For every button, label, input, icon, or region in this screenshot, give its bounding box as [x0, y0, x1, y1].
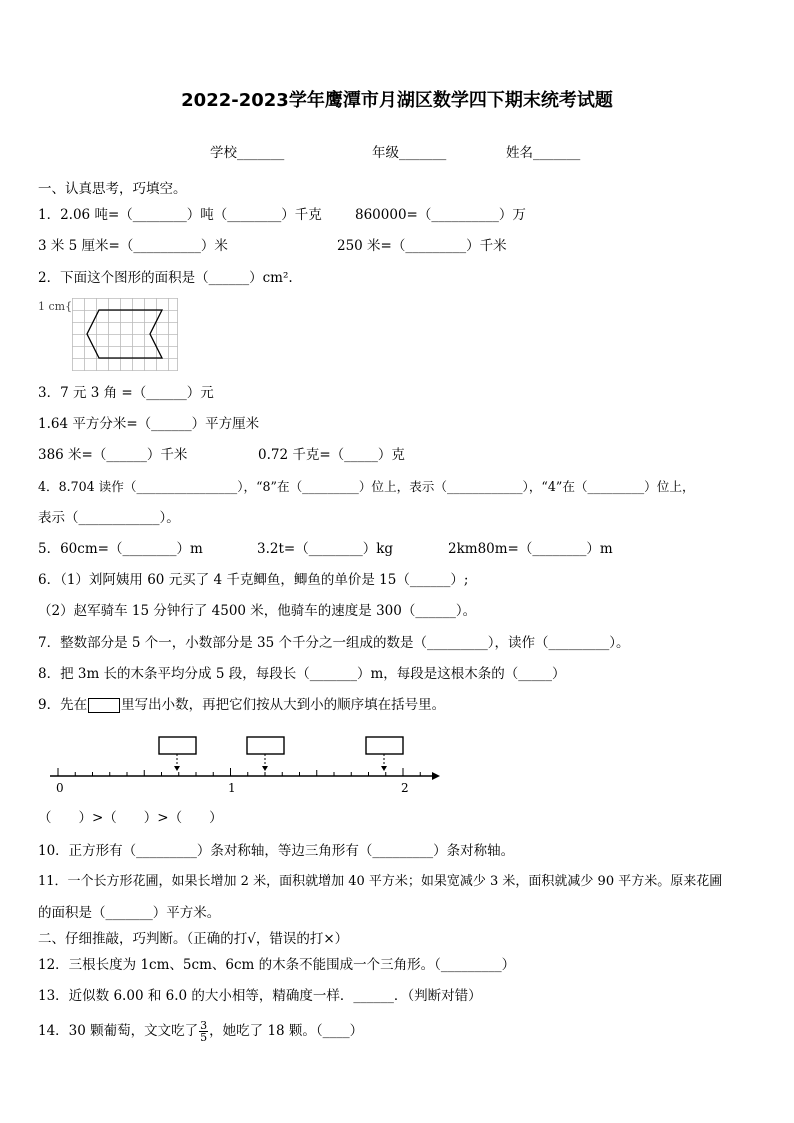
question-4b: 表示（____________）。 — [38, 510, 180, 526]
answer-box-icon — [88, 698, 120, 713]
question-2: 2．下面这个图形的面积是（______）cm². — [38, 270, 293, 286]
question-9-prefix: 9．先在 — [38, 697, 88, 713]
fraction — [199, 1020, 208, 1043]
grade-field[interactable]: 年级_______ — [372, 145, 447, 161]
fraction-numerator: 3 — [200, 1019, 208, 1032]
question-1b: 860000=（__________）万 — [355, 207, 526, 223]
number-line-label-2: 2 — [401, 781, 409, 795]
question-5a: 5．60cm=（________）m — [38, 541, 203, 557]
question-9 — [38, 695, 445, 715]
question-3c: 386 米=（______）千米 — [38, 447, 188, 463]
section-1-heading: 一、认真思考，巧填空。 — [38, 181, 187, 197]
question-9-compare: （ ）>（ ）>（ ） — [38, 810, 223, 826]
question-1c: 3 米 5 厘米=（__________）米 — [38, 238, 228, 254]
fraction-denominator: 5 — [200, 1031, 208, 1044]
question-11b: 的面积是（_______）平方米。 — [38, 905, 221, 921]
number-line-label-1: 1 — [228, 781, 236, 795]
question-8: 8．把 3m 长的木条平均分成 5 段，每段长（_______）m，每段是这根木条的（_____） — [38, 666, 566, 682]
question-7: 7．整数部分是 5 个一，小数部分是 35 个千分之一组成的数是（_________），读作（_________）。 — [38, 635, 630, 651]
question-13: 13．近似数 6.00 和 6.0 的大小相等，精确度一样．______．（判断对错） — [38, 988, 482, 1004]
question-4a: 4．8.704 读作（________________），“8”在（_________）位上，表示（____________），“4”在（_________）位上， — [38, 479, 695, 494]
question-11a: 11．一个长方形花圃，如果长增加 2 米，面积就增加 40 平方米；如果宽减少 3 米，面积就减少 90 平方米。原来花圃 — [38, 874, 723, 889]
number-line — [40, 730, 440, 800]
question-12: 12．三根长度为 1cm、5cm、6cm 的木条不能围成一个三角形。（_________） — [38, 957, 516, 973]
question-10: 10．正方形有（_________）条对称轴，等边三角形有（_________）条对称轴。 — [38, 843, 515, 859]
question-14 — [38, 1020, 363, 1043]
number-line-label-0: 0 — [56, 781, 64, 795]
question-3a: 3．7 元 3 角 =（______）元 — [38, 385, 214, 401]
question-14-prefix: 14．30 颗葡萄，文文吃了 — [38, 1023, 199, 1039]
page-title: 2022-2023学年鹰潭市月湖区数学四下期末统考试题 — [181, 90, 613, 111]
question-3d: 0.72 千克=（_____）克 — [258, 447, 405, 463]
number-line-box-2 — [247, 737, 284, 754]
question-1d: 250 米=（_________）千米 — [337, 238, 507, 254]
section-2-heading: 二、仔细推敲，巧判断。（正确的打√，错误的打×） — [38, 931, 349, 947]
name-field[interactable]: 姓名_______ — [506, 145, 581, 161]
area-grid-figure — [72, 298, 180, 372]
question-14-suffix: ，她吃了 18 颗。（____） — [209, 1023, 364, 1039]
question-1a: 1．2.06 吨=（________）吨（________）千克 — [38, 207, 322, 223]
question-5c: 2km80m=（________）m — [448, 541, 613, 557]
question-3b: 1.64 平方分米=（______）平方厘米 — [38, 416, 260, 432]
question-9-suffix: 里写出小数，再把它们按从大到小的顺序填在括号里。 — [121, 697, 446, 713]
grid-unit-label: 1 cm{ — [38, 300, 73, 313]
question-6b: （2）赵军骑车 15 分钟行了 4500 米，他骑车的速度是 300（______）。 — [38, 603, 477, 619]
number-line-box-3 — [366, 737, 403, 754]
question-6a: 6．（1）刘阿姨用 60 元买了 4 千克鲫鱼，鲫鱼的单价是 15（______）; — [38, 572, 469, 588]
number-line-box-1 — [159, 737, 196, 754]
question-5b: 3.2t=（________）kg — [257, 541, 394, 557]
school-field[interactable]: 学校_______ — [210, 145, 285, 161]
